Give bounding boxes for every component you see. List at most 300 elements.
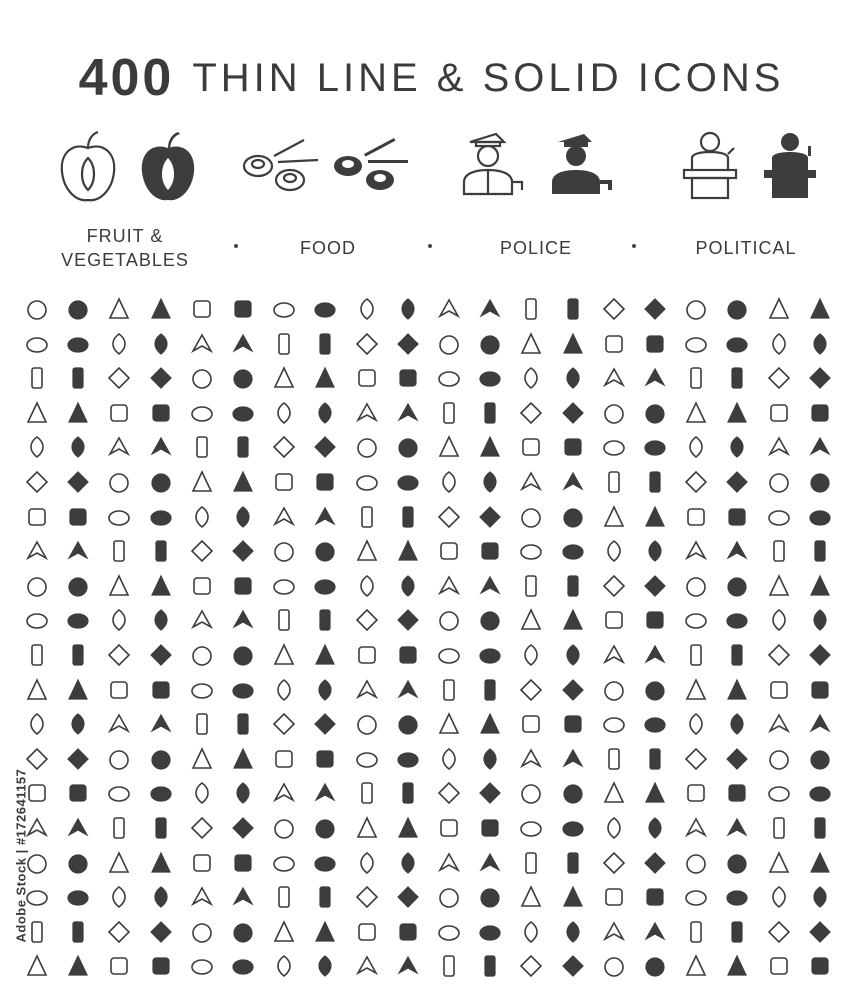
thin-line-icon: [271, 850, 297, 876]
thin-line-icon: [601, 469, 627, 495]
thin-line-icon: [189, 504, 215, 530]
solid-icon: [807, 504, 833, 530]
solid-icon: [807, 365, 833, 391]
category-fruit-icons: [58, 128, 198, 204]
thin-line-icon: [189, 953, 215, 979]
thin-line-icon: [518, 469, 544, 495]
thin-line-icon: [271, 607, 297, 633]
solid-icon: [148, 711, 174, 737]
solid-icon: [395, 607, 421, 633]
solid-icon: [642, 296, 668, 322]
thin-line-icon: [601, 331, 627, 357]
solid-icon: [724, 331, 750, 357]
stock-watermark-id: Adobe Stock | #172641157: [13, 768, 29, 943]
solid-icon: [395, 711, 421, 737]
solid-icon: [230, 469, 256, 495]
solid-icon: [560, 746, 586, 772]
thin-line-icon: [189, 815, 215, 841]
thin-line-icon: [601, 677, 627, 703]
solid-icon: [395, 677, 421, 703]
solid-icon: [312, 642, 338, 668]
thin-line-icon: [189, 677, 215, 703]
solid-icon: [724, 400, 750, 426]
solid-icon: [65, 953, 91, 979]
solid-icon: [807, 780, 833, 806]
thin-line-icon: [766, 884, 792, 910]
thin-line-icon: [683, 296, 709, 322]
solid-icon: [230, 884, 256, 910]
solid-icon: [65, 884, 91, 910]
solid-icon: [65, 780, 91, 806]
solid-icon: [312, 331, 338, 357]
thin-line-icon: [106, 504, 132, 530]
solid-icon: [395, 919, 421, 945]
solid-icon: [807, 573, 833, 599]
sushi-icon: [238, 134, 414, 200]
thin-line-icon: [106, 677, 132, 703]
solid-icon: [312, 884, 338, 910]
page-title: [0, 48, 863, 108]
thin-line-icon: [354, 296, 380, 322]
solid-icon: [312, 953, 338, 979]
thin-line-icon: [436, 919, 462, 945]
solid-icon: [807, 711, 833, 737]
solid-icon: [312, 711, 338, 737]
thin-line-icon: [518, 746, 544, 772]
thin-line-icon: [766, 331, 792, 357]
thin-line-icon: [601, 850, 627, 876]
thin-line-icon: [766, 538, 792, 564]
thin-line-icon: [106, 711, 132, 737]
solid-icon: [230, 850, 256, 876]
solid-icon: [65, 746, 91, 772]
thin-line-icon: [766, 815, 792, 841]
thin-line-icon: [189, 400, 215, 426]
thin-line-icon: [683, 815, 709, 841]
thin-line-icon: [271, 573, 297, 599]
solid-icon: [230, 331, 256, 357]
solid-icon: [642, 365, 668, 391]
solid-icon: [148, 677, 174, 703]
thin-line-icon: [683, 400, 709, 426]
thin-line-icon: [354, 365, 380, 391]
solid-icon: [230, 711, 256, 737]
solid-icon: [807, 469, 833, 495]
solid-icon: [477, 884, 503, 910]
thin-line-icon: [601, 400, 627, 426]
solid-icon: [148, 365, 174, 391]
solid-icon: [807, 642, 833, 668]
thin-line-icon: [518, 850, 544, 876]
thin-line-icon: [683, 607, 709, 633]
solid-icon: [148, 919, 174, 945]
thin-line-icon: [436, 365, 462, 391]
solid-icon: [724, 711, 750, 737]
thin-line-icon: [24, 469, 50, 495]
solid-icon: [65, 434, 91, 460]
solid-icon: [395, 538, 421, 564]
thin-line-icon: [683, 642, 709, 668]
solid-icon: [148, 746, 174, 772]
solid-icon: [395, 642, 421, 668]
solid-icon: [148, 504, 174, 530]
thin-line-icon: [271, 331, 297, 357]
solid-icon: [642, 919, 668, 945]
thin-line-icon: [271, 884, 297, 910]
solid-icon: [65, 538, 91, 564]
thin-line-icon: [601, 780, 627, 806]
thin-line-icon: [683, 850, 709, 876]
solid-icon: [230, 296, 256, 322]
solid-icon: [560, 434, 586, 460]
thin-line-icon: [189, 919, 215, 945]
solid-icon: [642, 815, 668, 841]
thin-line-icon: [189, 434, 215, 460]
thin-line-icon: [766, 850, 792, 876]
thin-line-icon: [518, 296, 544, 322]
solid-icon: [477, 711, 503, 737]
thin-line-icon: [683, 469, 709, 495]
solid-icon: [807, 953, 833, 979]
thin-line-icon: [354, 469, 380, 495]
solid-icon: [477, 504, 503, 530]
solid-icon: [395, 850, 421, 876]
solid-icon: [642, 677, 668, 703]
thin-line-icon: [354, 850, 380, 876]
solid-icon: [230, 746, 256, 772]
solid-icon: [560, 780, 586, 806]
solid-icon: [807, 607, 833, 633]
thin-line-icon: [354, 400, 380, 426]
solid-icon: [477, 780, 503, 806]
thin-line-icon: [189, 850, 215, 876]
thin-line-icon: [436, 953, 462, 979]
solid-icon: [560, 919, 586, 945]
thin-line-icon: [189, 365, 215, 391]
apple-icon: [58, 128, 198, 204]
solid-icon: [477, 607, 503, 633]
solid-icon: [477, 538, 503, 564]
solid-icon: [395, 953, 421, 979]
solid-icon: [148, 331, 174, 357]
solid-icon: [642, 469, 668, 495]
solid-icon: [560, 573, 586, 599]
solid-icon: [560, 953, 586, 979]
police-officer-icon: [456, 128, 620, 200]
solid-icon: [560, 331, 586, 357]
thin-line-icon: [518, 331, 544, 357]
solid-icon: [642, 400, 668, 426]
thin-line-icon: [436, 469, 462, 495]
thin-line-icon: [106, 746, 132, 772]
solid-icon: [807, 538, 833, 564]
thin-line-icon: [518, 711, 544, 737]
thin-line-icon: [271, 746, 297, 772]
solid-icon: [807, 815, 833, 841]
thin-line-icon: [683, 711, 709, 737]
thin-line-icon: [436, 677, 462, 703]
thin-line-icon: [354, 642, 380, 668]
thin-line-icon: [24, 538, 50, 564]
solid-icon: [807, 434, 833, 460]
solid-icon: [230, 815, 256, 841]
solid-icon: [65, 642, 91, 668]
solid-icon: [312, 746, 338, 772]
solid-icon: [724, 884, 750, 910]
solid-icon: [642, 780, 668, 806]
thin-line-icon: [436, 331, 462, 357]
thin-line-icon: [106, 642, 132, 668]
thin-line-icon: [766, 573, 792, 599]
solid-icon: [724, 365, 750, 391]
solid-icon: [807, 746, 833, 772]
thin-line-icon: [271, 815, 297, 841]
separator-dot: [632, 244, 636, 248]
solid-icon: [724, 677, 750, 703]
solid-icon: [395, 434, 421, 460]
solid-icon: [807, 400, 833, 426]
solid-icon: [230, 365, 256, 391]
thin-line-icon: [106, 815, 132, 841]
thin-line-icon: [271, 400, 297, 426]
thin-line-icon: [766, 365, 792, 391]
thin-line-icon: [766, 400, 792, 426]
solid-icon: [560, 504, 586, 530]
solid-icon: [560, 400, 586, 426]
thin-line-icon: [766, 746, 792, 772]
thin-line-icon: [436, 538, 462, 564]
thin-line-icon: [436, 884, 462, 910]
thin-line-icon: [106, 331, 132, 357]
thin-line-icon: [189, 538, 215, 564]
thin-line-icon: [24, 642, 50, 668]
thin-line-icon: [354, 746, 380, 772]
solid-icon: [312, 573, 338, 599]
solid-icon: [230, 538, 256, 564]
solid-icon: [807, 296, 833, 322]
thin-line-icon: [354, 884, 380, 910]
thin-line-icon: [601, 815, 627, 841]
solid-icon: [724, 919, 750, 945]
thin-line-icon: [24, 677, 50, 703]
solid-icon: [65, 815, 91, 841]
thin-line-icon: [354, 434, 380, 460]
separator-dot: [234, 244, 238, 248]
solid-icon: [230, 919, 256, 945]
solid-icon: [560, 850, 586, 876]
solid-icon: [724, 815, 750, 841]
thin-line-icon: [601, 711, 627, 737]
solid-icon: [65, 919, 91, 945]
category-political-icons: [678, 128, 824, 202]
thin-line-icon: [354, 677, 380, 703]
thin-line-icon: [601, 642, 627, 668]
solid-icon: [724, 850, 750, 876]
thin-line-icon: [518, 780, 544, 806]
thin-line-icon: [601, 953, 627, 979]
solid-icon: [65, 331, 91, 357]
thin-line-icon: [601, 607, 627, 633]
category-label-food: [278, 236, 378, 260]
thin-line-icon: [518, 884, 544, 910]
solid-icon: [395, 504, 421, 530]
solid-icon: [560, 711, 586, 737]
solid-icon: [560, 365, 586, 391]
solid-icon: [724, 538, 750, 564]
thin-line-icon: [766, 642, 792, 668]
solid-icon: [312, 780, 338, 806]
solid-icon: [395, 365, 421, 391]
thin-line-icon: [106, 365, 132, 391]
category-police-icons: [456, 128, 620, 200]
thin-line-icon: [683, 746, 709, 772]
thin-line-icon: [271, 538, 297, 564]
thin-line-icon: [24, 296, 50, 322]
solid-icon: [477, 434, 503, 460]
solid-icon: [477, 919, 503, 945]
thin-line-icon: [518, 815, 544, 841]
solid-icon: [148, 850, 174, 876]
thin-line-icon: [436, 780, 462, 806]
thin-line-icon: [106, 573, 132, 599]
solid-icon: [312, 296, 338, 322]
thin-line-icon: [189, 780, 215, 806]
thin-line-icon: [189, 746, 215, 772]
solid-icon: [148, 469, 174, 495]
thin-line-icon: [436, 815, 462, 841]
solid-icon: [312, 815, 338, 841]
thin-line-icon: [24, 331, 50, 357]
thin-line-icon: [106, 296, 132, 322]
thin-line-icon: [683, 953, 709, 979]
thin-line-icon: [436, 711, 462, 737]
thin-line-icon: [683, 677, 709, 703]
solid-icon: [477, 953, 503, 979]
thin-line-icon: [436, 642, 462, 668]
thin-line-icon: [24, 400, 50, 426]
thin-line-icon: [106, 953, 132, 979]
solid-icon: [642, 711, 668, 737]
solid-icon: [560, 469, 586, 495]
solid-icon: [312, 469, 338, 495]
solid-icon: [148, 538, 174, 564]
thin-line-icon: [271, 711, 297, 737]
thin-line-icon: [271, 296, 297, 322]
solid-icon: [477, 746, 503, 772]
thin-line-icon: [354, 919, 380, 945]
thin-line-icon: [354, 573, 380, 599]
thin-line-icon: [24, 434, 50, 460]
thin-line-icon: [601, 434, 627, 460]
solid-icon: [395, 884, 421, 910]
solid-icon: [477, 677, 503, 703]
thin-line-icon: [436, 504, 462, 530]
thin-line-icon: [24, 504, 50, 530]
thin-line-icon: [189, 573, 215, 599]
solid-icon: [642, 573, 668, 599]
thin-line-icon: [766, 469, 792, 495]
category-label-line: POLITICAL: [695, 238, 797, 258]
solid-icon: [395, 815, 421, 841]
thin-line-icon: [271, 642, 297, 668]
thin-line-icon: [436, 850, 462, 876]
solid-icon: [724, 469, 750, 495]
thin-line-icon: [518, 677, 544, 703]
thin-line-icon: [106, 780, 132, 806]
solid-icon: [148, 884, 174, 910]
solid-icon: [65, 469, 91, 495]
solid-icon: [477, 815, 503, 841]
solid-icon: [230, 780, 256, 806]
solid-icon: [148, 296, 174, 322]
solid-icon: [724, 296, 750, 322]
solid-icon: [65, 677, 91, 703]
category-label-line: FOOD: [300, 238, 356, 258]
solid-icon: [560, 642, 586, 668]
category-label-fruit: [50, 224, 200, 272]
thin-line-icon: [24, 711, 50, 737]
solid-icon: [65, 850, 91, 876]
solid-icon: [807, 884, 833, 910]
separator-dot: [428, 244, 432, 248]
thin-line-icon: [766, 434, 792, 460]
thin-line-icon: [518, 365, 544, 391]
thin-line-icon: [518, 953, 544, 979]
thin-line-icon: [106, 919, 132, 945]
title-text: THIN LINE & SOLID ICONS: [192, 55, 785, 100]
thin-line-icon: [271, 919, 297, 945]
category-label-line: VEGETABLES: [61, 250, 189, 270]
solid-icon: [65, 607, 91, 633]
thin-line-icon: [189, 607, 215, 633]
thin-line-icon: [601, 573, 627, 599]
solid-icon: [395, 780, 421, 806]
solid-icon: [230, 677, 256, 703]
solid-icon: [642, 434, 668, 460]
solid-icon: [312, 919, 338, 945]
thin-line-icon: [271, 434, 297, 460]
thin-line-icon: [106, 538, 132, 564]
category-label-line: FRUIT &: [86, 226, 164, 246]
thin-line-icon: [518, 400, 544, 426]
solid-icon: [724, 953, 750, 979]
solid-icon: [724, 642, 750, 668]
solid-icon: [642, 953, 668, 979]
thin-line-icon: [518, 607, 544, 633]
thin-line-icon: [518, 504, 544, 530]
solid-icon: [148, 780, 174, 806]
solid-icon: [312, 504, 338, 530]
thin-line-icon: [518, 573, 544, 599]
solid-icon: [312, 677, 338, 703]
thin-line-icon: [601, 365, 627, 391]
thin-line-icon: [354, 331, 380, 357]
thin-line-icon: [683, 780, 709, 806]
solid-icon: [395, 469, 421, 495]
thin-line-icon: [354, 953, 380, 979]
thin-line-icon: [766, 607, 792, 633]
thin-line-icon: [354, 504, 380, 530]
thin-line-icon: [683, 504, 709, 530]
thin-line-icon: [189, 884, 215, 910]
solid-icon: [148, 573, 174, 599]
thin-line-icon: [271, 365, 297, 391]
icon-grid: [24, 296, 842, 986]
solid-icon: [724, 746, 750, 772]
solid-icon: [477, 365, 503, 391]
thin-line-icon: [189, 296, 215, 322]
solid-icon: [642, 607, 668, 633]
